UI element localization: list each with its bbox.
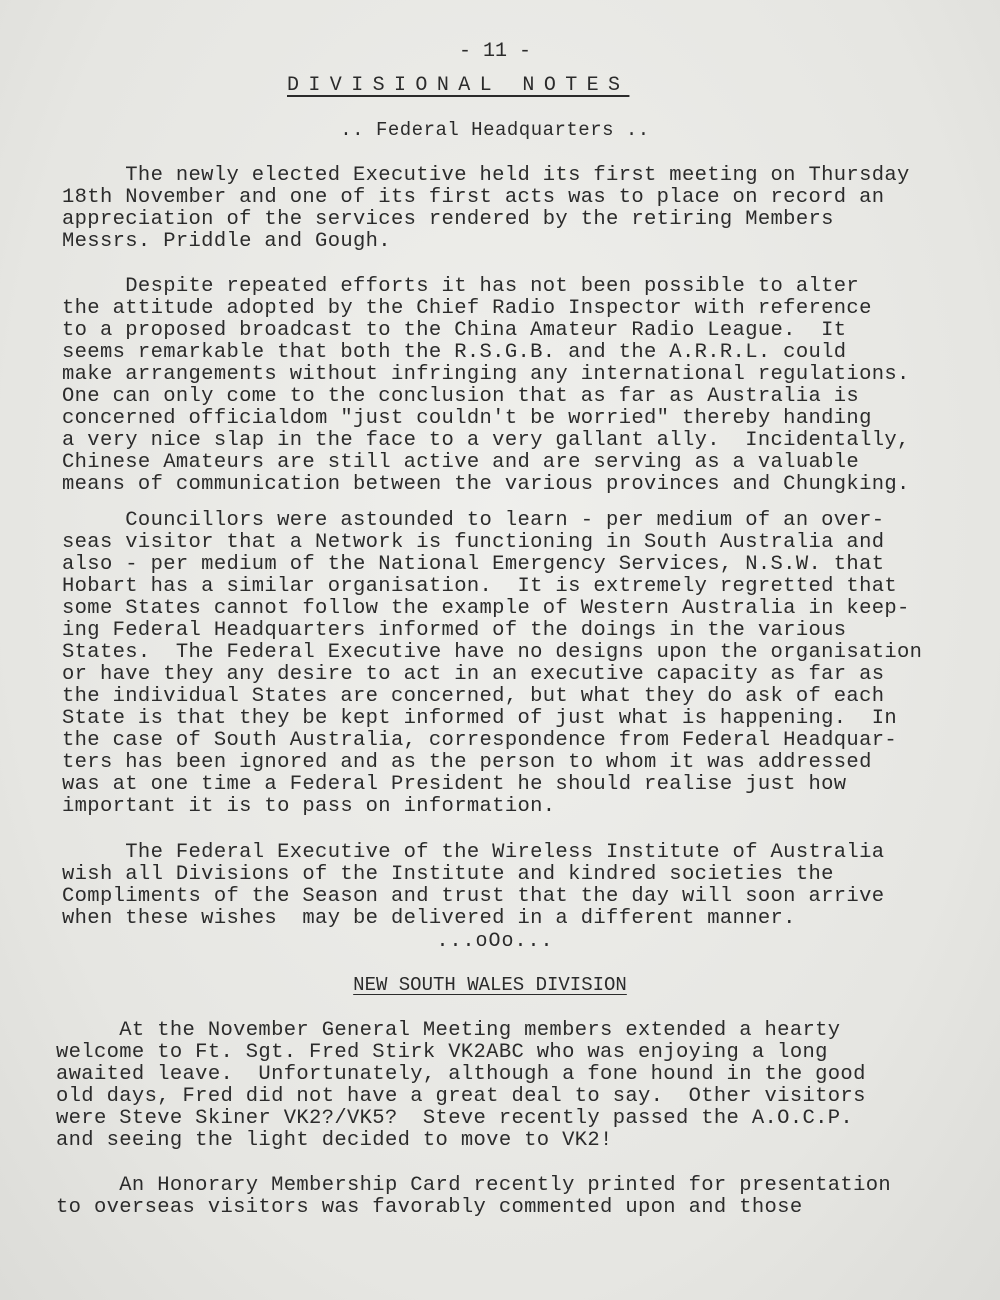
text-line: and seeing the light decided to move to VK2! bbox=[56, 1129, 613, 1152]
text-line: make arrangements without infringing any international regulations. bbox=[62, 363, 910, 386]
text-line: a very nice slap in the face to a very gallant ally. Incidentally, bbox=[62, 429, 910, 452]
text-line: the attitude adopted by the Chief Radio Inspector with reference bbox=[62, 297, 872, 320]
text-line: to overseas visitors was favorably commented upon and those bbox=[56, 1196, 803, 1219]
text-line: awaited leave. Unfortunately, although a fone hound in the good bbox=[56, 1063, 866, 1086]
text-line: seas visitor that a Network is functioning in South Australia and bbox=[62, 531, 885, 554]
text-line: when these wishes may be delivered in a different manner. bbox=[62, 907, 796, 930]
text-line: were Steve Skiner VK2?/VK5? Steve recently passed the A.O.C.P. bbox=[56, 1107, 854, 1130]
text-line: ing Federal Headquarters informed of the doings in the various bbox=[62, 619, 847, 642]
text-line: Compliments of the Season and trust that the day will soon arrive bbox=[62, 885, 885, 908]
page-title: DIVISIONAL NOTES bbox=[287, 74, 630, 97]
section-divider: ...oOo... bbox=[436, 930, 554, 953]
text-line: old days, Fred did not have a great deal to say. Other visitors bbox=[56, 1085, 866, 1108]
text-line: seems remarkable that both the R.S.G.B. and the A.R.R.L. could bbox=[62, 341, 847, 364]
text-line: the case of South Australia, correspondence from Federal Headquar- bbox=[62, 729, 898, 752]
text-line: Messrs. Priddle and Gough. bbox=[62, 230, 391, 253]
text-line: Hobart has a similar organisation. It is extremely regretted that bbox=[62, 575, 898, 598]
text-line: some States cannot follow the example of Western Australia in keep- bbox=[62, 597, 910, 620]
text-line: At the November General Meeting members extended a hearty bbox=[56, 1019, 841, 1042]
text-line: The newly elected Executive held its first meeting on Thursday bbox=[62, 164, 910, 187]
section-subtitle-federal-headquarters: .. Federal Headquarters .. bbox=[340, 119, 650, 141]
text-line: important it is to pass on information. bbox=[62, 795, 556, 818]
text-line: Despite repeated efforts it has not been possible to alter bbox=[62, 275, 860, 298]
text-line: appreciation of the services rendered by the retiring Members bbox=[62, 208, 834, 231]
text-line: wish all Divisions of the Institute and kindred societies the bbox=[62, 863, 834, 886]
section-title-nsw-division: NEW SOUTH WALES DIVISION bbox=[353, 974, 627, 996]
page-number: - 11 - bbox=[458, 40, 531, 63]
text-line: welcome to Ft. Sgt. Fred Stirk VK2ABC who was enjoying a long bbox=[56, 1041, 828, 1064]
text-line: concerned officialdom "just couldn't be worried" thereby handing bbox=[62, 407, 872, 430]
text-line: also - per medium of the National Emergency Services, N.S.W. that bbox=[62, 553, 885, 576]
text-line: An Honorary Membership Card recently printed for presentation bbox=[56, 1174, 892, 1197]
text-line: Councillors were astounded to learn - per medium of an over- bbox=[62, 509, 885, 532]
text-line: the individual States are concerned, but what they do ask of each bbox=[62, 685, 885, 708]
text-line: State is that they be kept informed of just what is happening. In bbox=[62, 707, 898, 730]
text-line: was at one time a Federal President he should realise just how bbox=[62, 773, 847, 796]
text-line: ters has been ignored and as the person to whom it was addressed bbox=[62, 751, 872, 774]
text-line: Chinese Amateurs are still active and are serving as a valuable bbox=[62, 451, 860, 474]
text-line: or have they any desire to act in an executive capacity as far as bbox=[62, 663, 885, 686]
text-line: to a proposed broadcast to the China Amateur Radio League. It bbox=[62, 319, 847, 342]
text-line: 18th November and one of its first acts was to place on record an bbox=[62, 186, 885, 209]
text-line: States. The Federal Executive have no designs upon the organisation bbox=[62, 641, 923, 664]
text-line: The Federal Executive of the Wireless Institute of Australia bbox=[62, 841, 885, 864]
text-line: means of communication between the various provinces and Chungking. bbox=[62, 473, 910, 496]
text-line: One can only come to the conclusion that as far as Australia is bbox=[62, 385, 860, 408]
